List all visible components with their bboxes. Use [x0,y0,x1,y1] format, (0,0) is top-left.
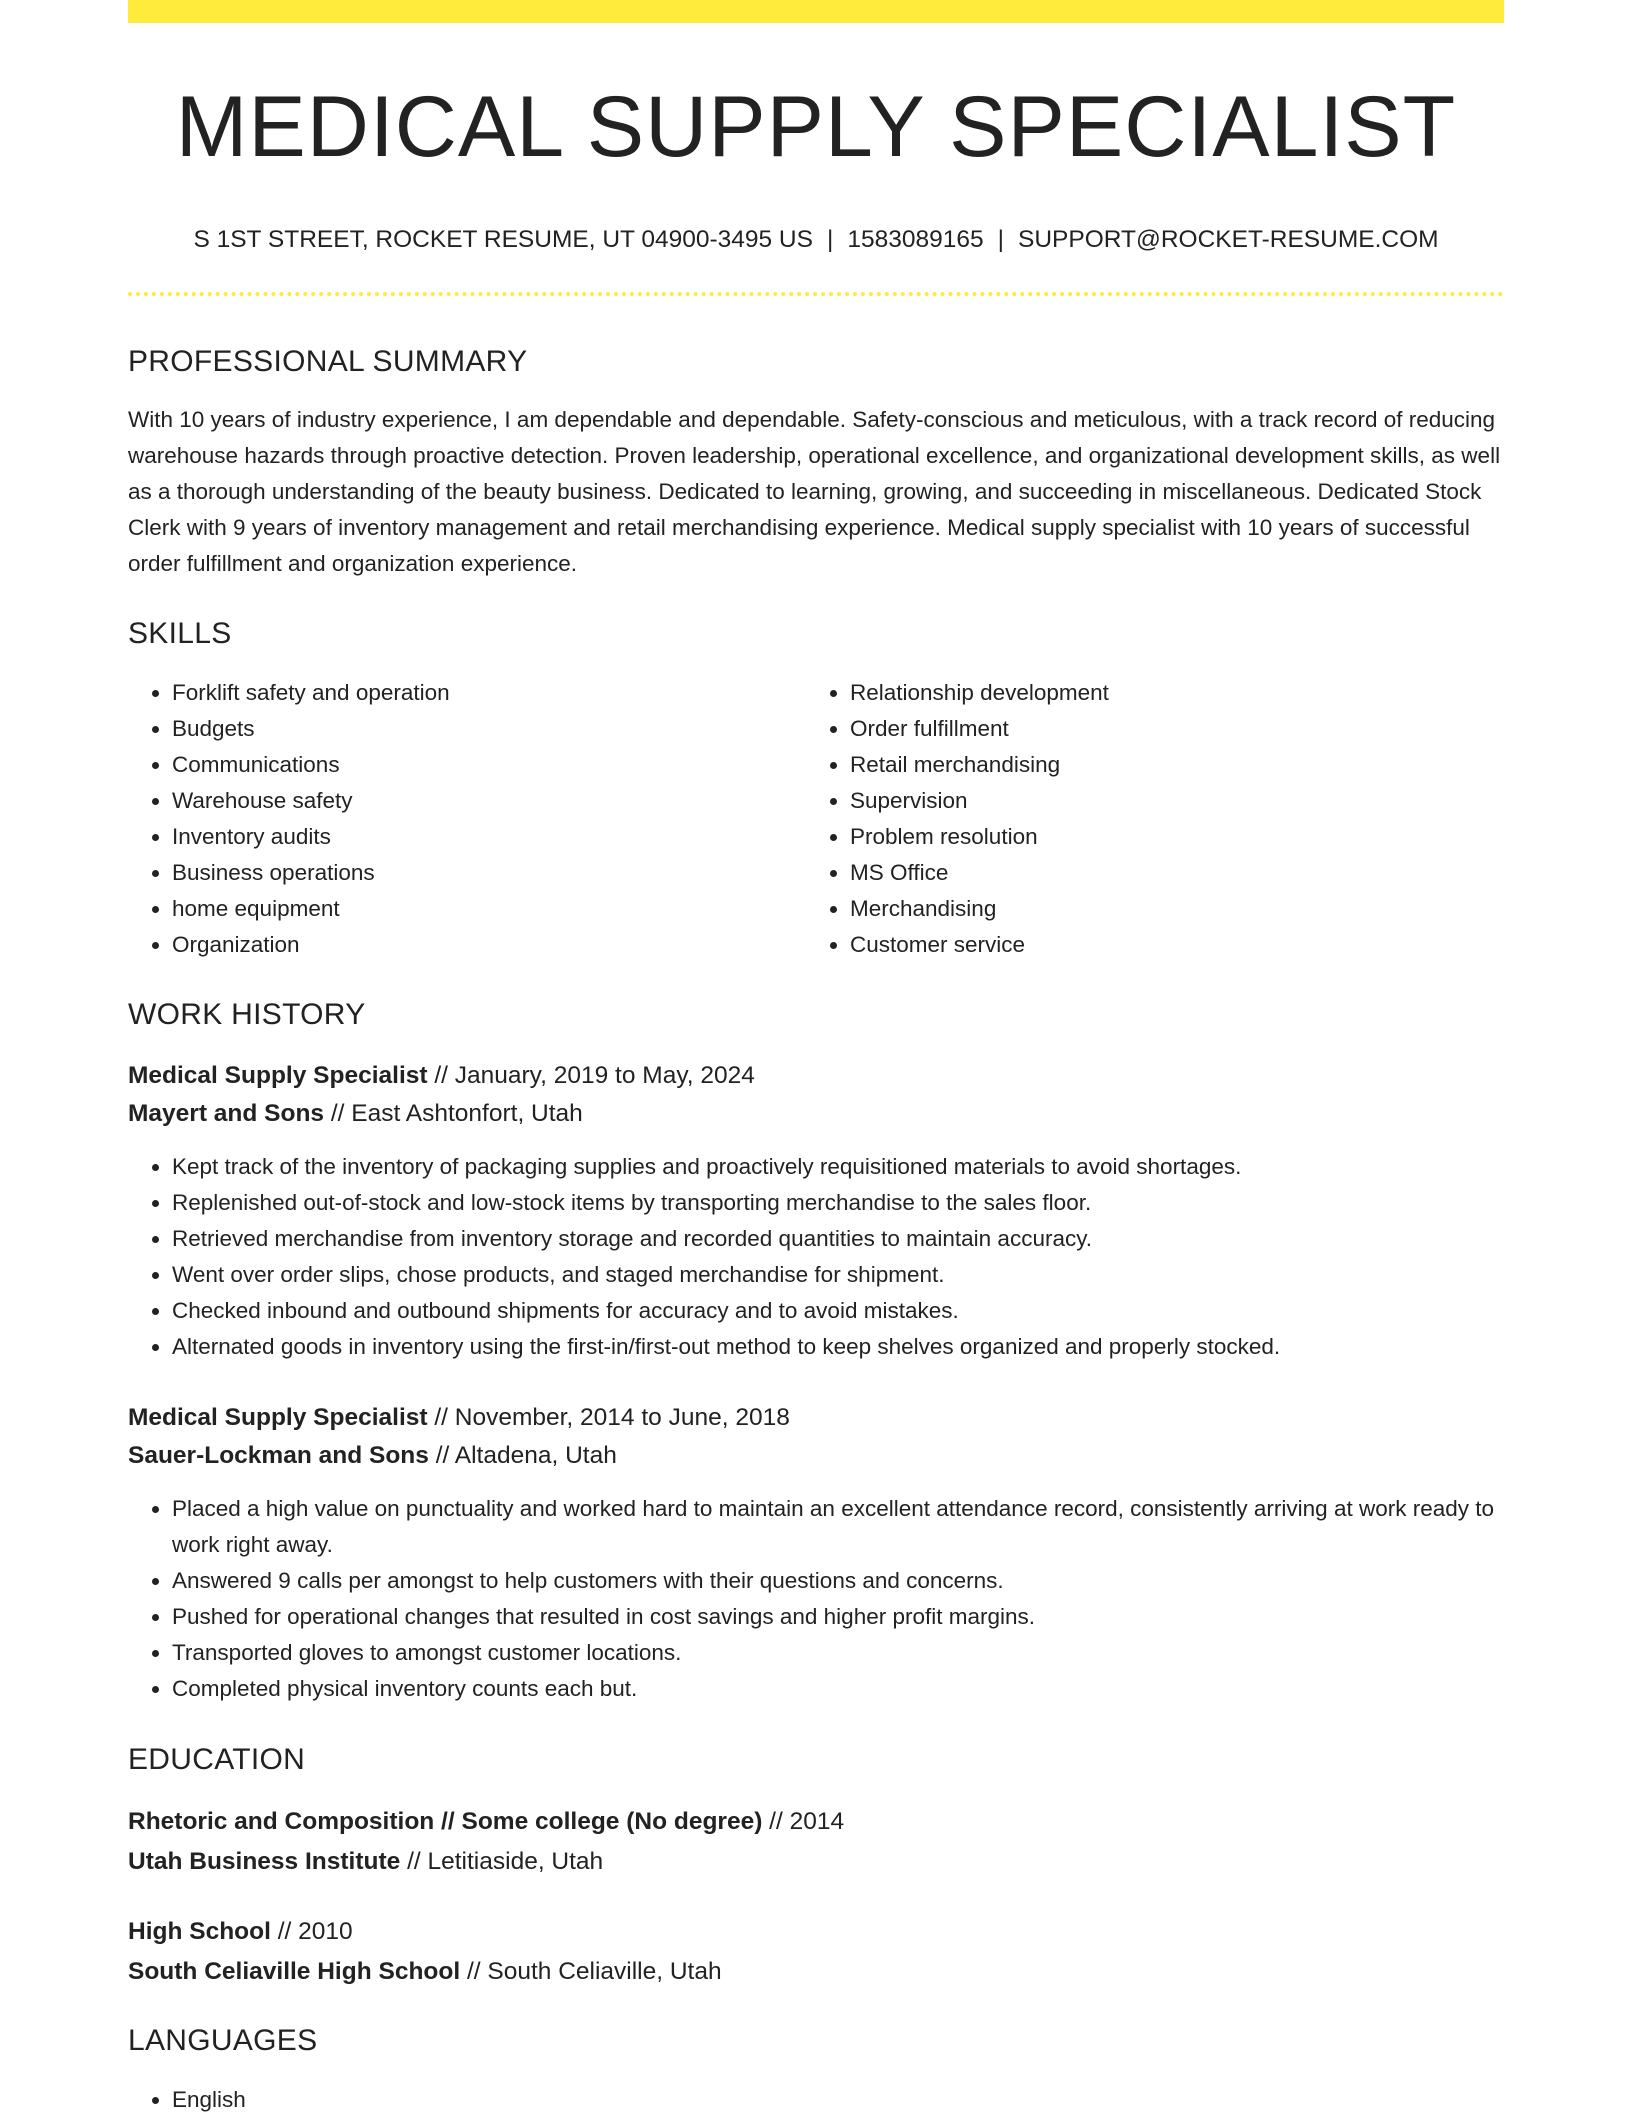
skill-item: • Warehouse safety [172,783,806,819]
skill-item: • Retail merchandising [850,747,1460,783]
language-item: • English [172,2082,1504,2118]
education-year: // 2010 [270,1917,353,1945]
education-year: // 2014 [762,1807,845,1835]
job-bullet: • Retrieved merchandise from inventory storage and recorded quantities to maintain accuracy. [172,1221,1504,1257]
job-entry [128,1057,1504,1365]
education-location: // South Celiaville, Utah [460,1957,722,1985]
resume-title: MEDICAL SUPPLY SPECIALIST [175,79,1457,175]
job-bullet: • Checked inbound and outbound shipments for accuracy and to avoid mistakes. [172,1293,1504,1329]
job-company: Sauer-Lockman and Sons [128,1441,429,1469]
work-history-heading: WORK HISTORY [128,997,366,1031]
job-bullet: • Transported gloves to amongst customer locations. [172,1635,1504,1671]
contact-phone: 1583089165 [847,226,984,253]
skill-item: • Communications [172,747,806,783]
job-bullet: • Answered 9 calls per amongst to help customers with their questions and concerns. [172,1563,1504,1599]
skill-item: • Merchandising [850,891,1460,927]
job-bullet: • Pushed for operational changes that resulted in cost savings and higher profit margins. [172,1599,1504,1635]
job-role: Medical Supply Specialist [128,1403,428,1431]
education-degree: Rhetoric and Composition // Some college (No degree) [128,1807,763,1835]
job-role: Medical Supply Specialist [128,1061,428,1089]
job-bullet: • Completed physical inventory counts each but. [172,1671,1504,1707]
job-role-line [128,1057,1504,1095]
job-bullet: • Replenished out-of-stock and low-stock items by transporting merchandise to the sales floor. [172,1185,1504,1221]
job-company-line [128,1095,1504,1133]
education-heading: EDUCATION [128,1742,306,1776]
summary-heading: PROFESSIONAL SUMMARY [128,344,528,378]
education-entry [128,1802,1504,1882]
education-degree: High School [128,1917,271,1945]
skill-item: • Forklift safety and operation [172,675,806,711]
skills-list-left [128,675,806,963]
contact-email[interactable]: SUPPORT@ROCKET-RESUME.COM [1018,226,1439,253]
skills-list-right [806,675,1460,963]
skill-item: • Inventory audits [172,819,806,855]
top-accent-bar [128,0,1504,23]
job-location: // East Ashtonfort, Utah [324,1099,583,1127]
job-location: // Altadena, Utah [428,1441,617,1469]
contact-address: S 1ST STREET, ROCKET RESUME, UT 04900-3495 US [193,226,813,253]
job-role-line [128,1399,1504,1437]
education-degree-line [128,1912,1504,1952]
contact-separator: | [997,226,1004,253]
job-entry [128,1399,1504,1707]
education-degree-line [128,1802,1504,1842]
contact-separator: | [826,226,834,253]
skill-item: • Relationship development [850,675,1460,711]
skill-item: • Supervision [850,783,1460,819]
job-bullet: • Alternated goods in inventory using the first-in/first-out method to keep shelves organized and properly stocked. [172,1329,1504,1365]
skills-columns [128,675,1504,963]
job-company-line [128,1437,1504,1475]
job-bullet: • Placed a high value on punctuality and worked hard to maintain an excellent attendance record, consistently arriving at work ready to work right away. [172,1491,1504,1563]
job-bullet: • Kept track of the inventory of packaging supplies and proactively requisitioned materials to avoid shortages. [172,1149,1504,1185]
skill-item: • Organization [172,927,806,963]
job-dates: // November, 2014 to June, 2018 [427,1403,790,1431]
languages-heading: LANGUAGES [128,2023,318,2057]
education-school: Utah Business Institute [128,1847,401,1875]
education-entry [128,1912,1504,1992]
job-bullets [128,1149,1504,1365]
skill-item: • Business operations [172,855,806,891]
summary-text: With 10 years of industry experience, I am dependable and dependable. Safety-conscious and meticulous, with a track record of reducing warehouse hazards through proactive detection. Proven leadership, operational excellence, and organizational development skills, as well as a thorough understanding of the beauty business. Dedicated to learning, growing, and succeeding in miscellaneous. Dedicated Stock Clerk with 9 years of inventory management and retail merchandising experience. Medical supply specialist with 10 years of successful order fulfillment and organization experience. [128,406,1501,576]
header-divider [128,292,1504,296]
education-school: South Celiaville High School [128,1957,461,1985]
job-bullet: • Went over order slips, chose products, and staged merchandise for shipment. [172,1257,1504,1293]
skill-item: • Order fulfillment [850,711,1460,747]
skills-heading: SKILLS [128,616,232,650]
job-company: Mayert and Sons [128,1099,325,1127]
resume-page [128,0,1504,2118]
skill-item: • MS Office [850,855,1460,891]
contact-line [128,228,1504,253]
skill-item: • home equipment [172,891,806,927]
skill-item: • Problem resolution [850,819,1460,855]
education-location: // Letitiaside, Utah [400,1847,604,1875]
job-dates: // January, 2019 to May, 2024 [427,1061,755,1089]
job-bullets [128,1491,1504,1707]
education-school-line [128,1842,1504,1882]
skill-item: • Budgets [172,711,806,747]
education-school-line [128,1952,1504,1992]
skill-item: • Customer service [850,927,1460,963]
languages-list [128,2082,1504,2118]
